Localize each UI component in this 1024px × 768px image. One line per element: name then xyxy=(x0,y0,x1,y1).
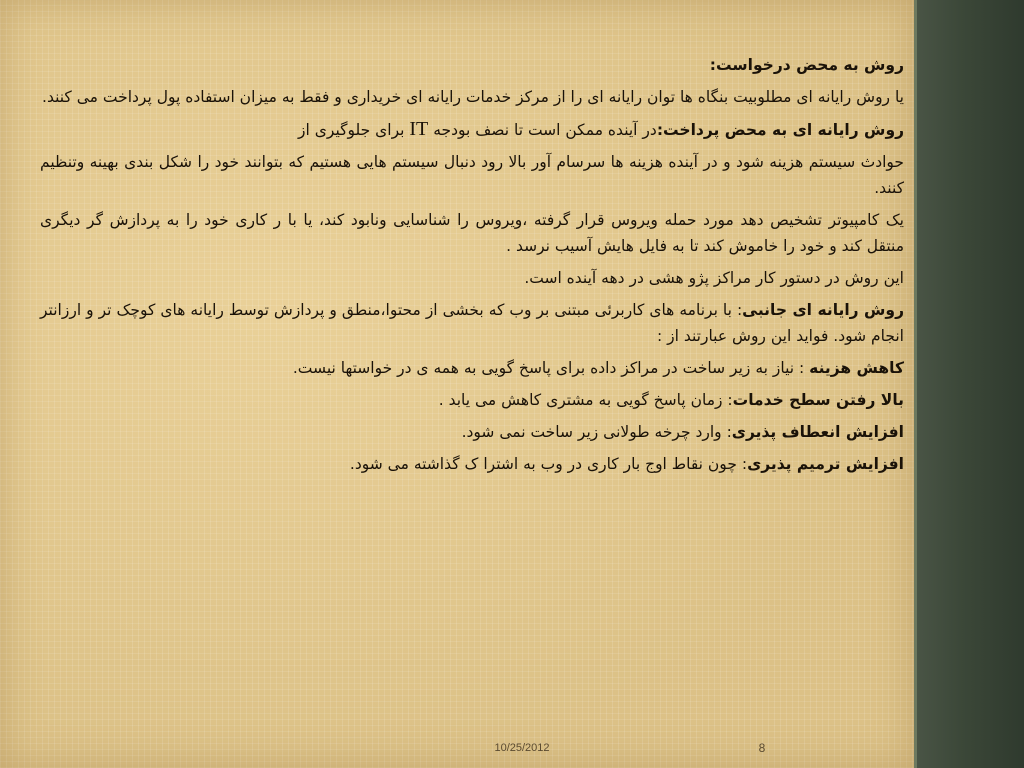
autonomic-text-2: برای جلوگیری از xyxy=(298,121,410,139)
benefit-flexibility-label: افزایش انعطاف پذیری xyxy=(731,423,904,441)
benefit-cost-reduction xyxy=(40,355,904,381)
benefit-cost-reduction-label: کاهش هزینه xyxy=(809,359,904,377)
paragraph-virus-example: یک کامپیوتر تشخیص دهد مورد حمله ویروس قرار گرفته ،ویروس را شناسایی ونابود کند، یا با ر کاری خود را به پردازش گر دیگری منتقل کند و خود را خاموش کند تا به فایل هایش آسیب نرسد . xyxy=(40,211,904,255)
benefit-service-level-label: بالا رفتن سطح خدمات xyxy=(732,391,904,409)
edge-computing-text: : با برنامه های کاربرئی مبتنی بر وب که بخشی از محتوا،منطق و پردازش توسط رایانه های کوچک تر و ارزانتر انجام شود. فواید این روش عبارتند از : xyxy=(40,301,904,345)
paragraph-on-demand-heading xyxy=(40,52,904,78)
benefit-resilience-label: افزایش ترمیم پذیری xyxy=(747,455,904,473)
heading-autonomic: روش رایانه ای به محض پرداخت: xyxy=(656,121,904,139)
benefit-resilience xyxy=(40,451,904,477)
slide-content xyxy=(40,52,904,483)
paragraph-autonomic-body: حوادث سیستم هزینه شود و در آینده هزینه ها سرسام آور بالا رود دنبال سیستم هایی هستیم که بتوانند خود را شکل بندی بهینه وتنظیم کنند. xyxy=(40,153,904,197)
heading-edge-computing: روش رایانه ای جانبی xyxy=(742,301,904,319)
benefit-flexibility-text: : وارد چرخه طولانی زیر ساخت نمی شود. xyxy=(461,423,732,441)
side-panel-decoration xyxy=(914,0,1024,768)
it-term: IT xyxy=(409,118,429,140)
paragraph-research-agenda: این روش در دستور کار مراکز پژو هشی در دهه آینده است. xyxy=(524,269,904,287)
benefit-service-level xyxy=(40,387,904,413)
paragraph-on-demand-body: یا روش رایانه ای مطلوبیت بنگاه ها توان رایانه ای را از مرکز خدمات رایانه ای خریداری و فقط به میزان استفاده پول پرداخت می کنند. xyxy=(42,88,904,106)
heading-on-demand: روش به محض درخواست: xyxy=(709,56,904,74)
footer-date: 10/25/2012 xyxy=(494,742,550,754)
autonomic-text-1: در آینده ممکن است تا نصف بودجه xyxy=(428,121,657,139)
benefit-flexibility xyxy=(40,419,904,445)
benefit-service-level-text: : زمان پاسخ گویی به مشتری کاهش می یابد . xyxy=(438,391,733,409)
paragraph-autonomic xyxy=(40,116,904,143)
benefit-cost-reduction-text: : نیاز به زیر ساخت در مراکز داده برای پاسخ گویی به همه ی در خواستها نیست. xyxy=(292,359,810,377)
benefit-resilience-text: : چون نقاط اوج بار کاری در وب به اشترا ک گذاشته می شود. xyxy=(349,455,748,473)
slide-number: 8 xyxy=(758,741,766,755)
paragraph-edge-computing xyxy=(40,297,904,349)
